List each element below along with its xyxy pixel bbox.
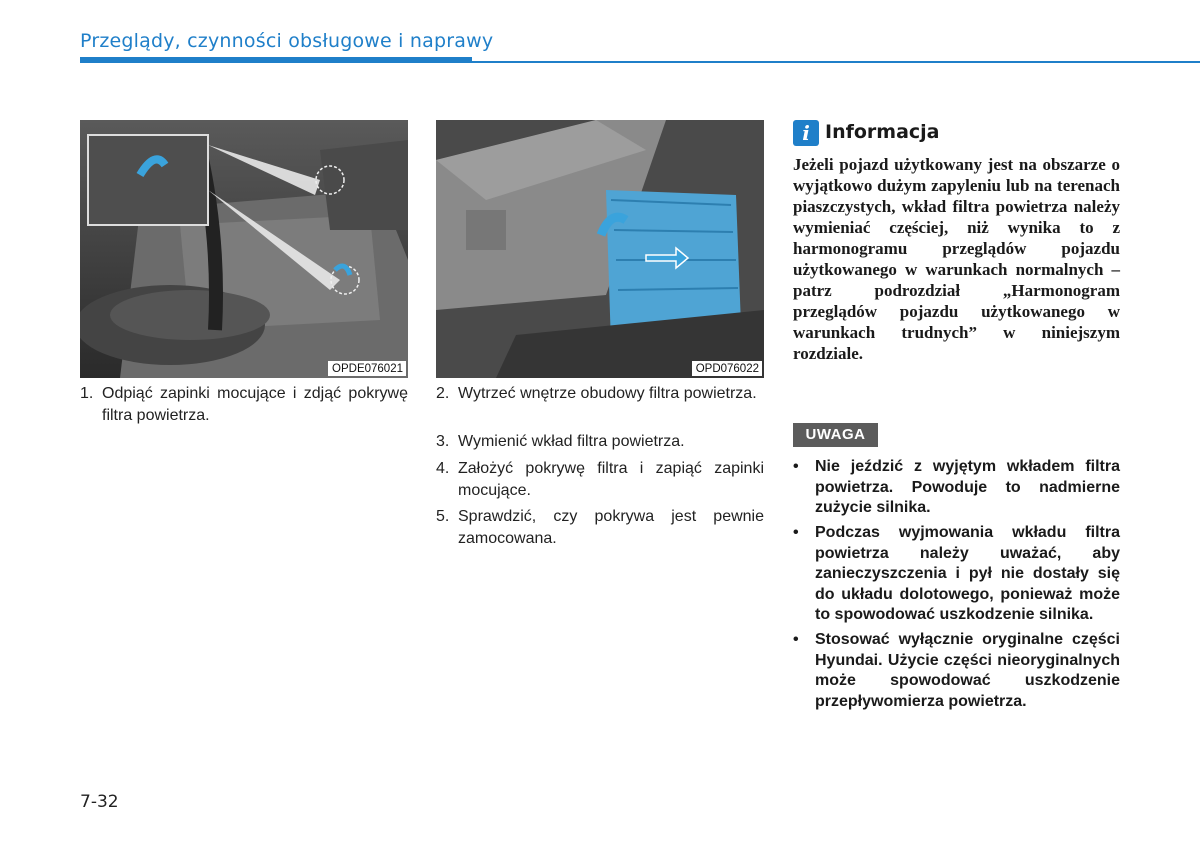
step-text: Wymienić wkład filtra powietrza. xyxy=(458,433,685,450)
step-number: 5. xyxy=(436,508,450,525)
step-item xyxy=(80,383,408,431)
step-item xyxy=(436,431,764,453)
step-number: 2. xyxy=(436,385,450,402)
warning-text: Podczas wyjmowania wkładu filtra powietrza należy uważać, aby zanieczyszczenia i pył nie dostały się do układu dolotowego, ponieważ może to spowodować uszkodzenie silnika. xyxy=(815,524,1120,623)
figure-air-filter-clips xyxy=(80,120,408,378)
step-item xyxy=(436,383,764,429)
engine-bay-photo xyxy=(80,120,408,378)
step-text: Sprawdzić, czy pokrywa jest pewnie zamocowana. xyxy=(458,508,764,547)
page-number: 7-32 xyxy=(80,792,119,812)
filter-housing-photo xyxy=(436,120,764,378)
bullet-icon: • xyxy=(793,631,799,648)
step-item xyxy=(436,458,764,504)
figure-filter-replacement xyxy=(436,120,764,378)
bullet-icon: • xyxy=(793,524,799,541)
warning-item xyxy=(793,457,1120,519)
info-icon: i xyxy=(793,120,819,146)
header-divider xyxy=(80,61,1200,63)
step-number: 3. xyxy=(436,433,450,450)
warning-text: Stosować wyłącznie oryginalne części Hyundai. Użycie części nieoryginalnych może spowodować uszkodzenie przepływomierza powietrza. xyxy=(815,631,1120,710)
bullet-icon: • xyxy=(793,458,799,475)
step-text: Założyć pokrywę filtra i zapiąć zapinki mocujące. xyxy=(458,460,764,499)
figure-code: OPDE076021 xyxy=(328,361,406,376)
info-body: Jeżeli pojazd użytkowany jest na obszarze o wyjątkowo dużym zapyleniu lub na terenach piaszczystych, wkład filtra powietrza należy wymieniać częściej, niż wynika to z harmonogramu przeglądów pojazdu użytkowanego w warunkach normalnych – patrz podrozdział „Harmonogram przeglądów pojazdu użytkowanego w warunkach trudnych” w niniejszym rozdziale. xyxy=(793,155,1120,363)
step-item xyxy=(436,506,764,552)
step-text: Odpiąć zapinki mocujące i zdjąć pokrywę filtra powietrza. xyxy=(102,385,408,424)
warning-text: Nie jeździć z wyjętym wkładem filtra powietrza. Powoduje to nadmierne zużycie silnika. xyxy=(815,458,1120,516)
figure-code: OPD076022 xyxy=(692,361,762,376)
section-title: Przeglądy, czynności obsługowe i naprawy xyxy=(80,30,494,52)
step-number: 4. xyxy=(436,460,450,477)
warning-item xyxy=(793,630,1120,712)
info-title: Informacja xyxy=(825,121,940,143)
warning-badge: UWAGA xyxy=(793,423,878,447)
step-text: Wytrzeć wnętrze obudowy filtra powietrza. xyxy=(458,385,757,402)
step-number: 1. xyxy=(80,385,94,402)
warning-item xyxy=(793,523,1120,626)
